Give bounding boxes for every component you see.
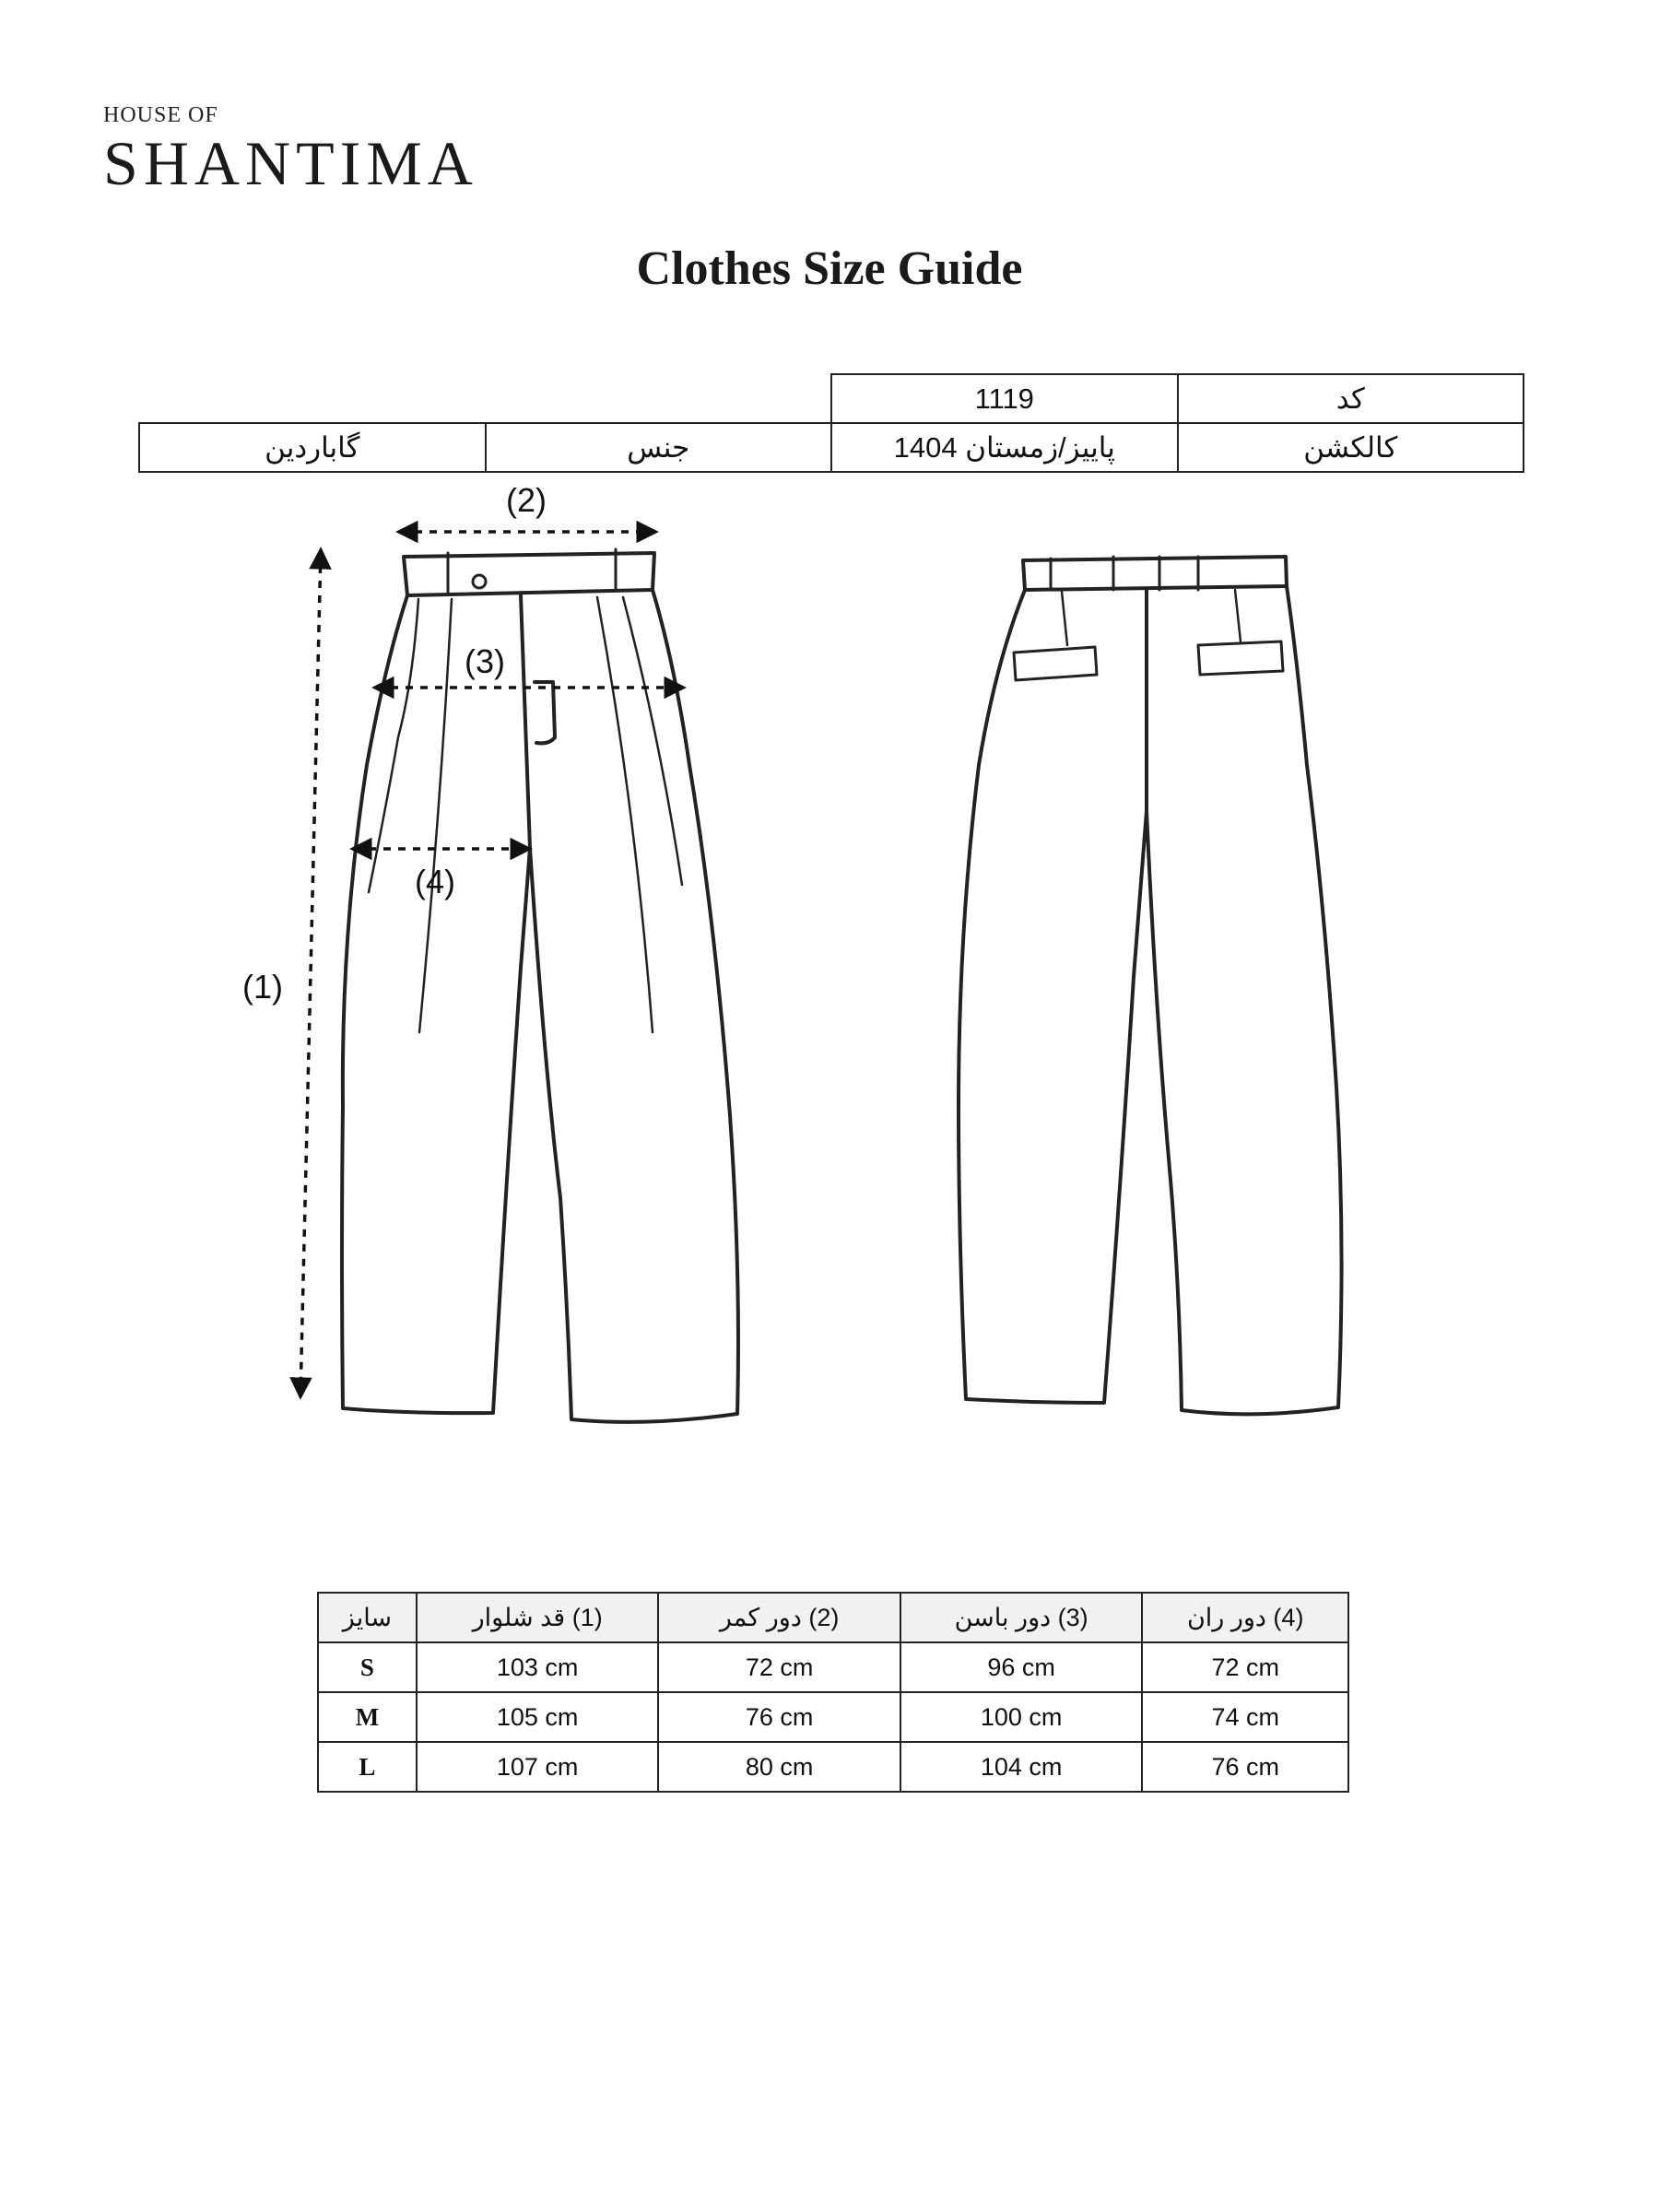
thigh-cell: 76 cm [1142, 1742, 1348, 1792]
header-waist: (2) دور کمر [658, 1593, 900, 1642]
hip-cell: 104 cm [900, 1742, 1143, 1792]
hip-cell: 100 cm [900, 1692, 1143, 1742]
size-cell: L [318, 1742, 417, 1792]
header-length: (1) قد شلوار [417, 1593, 659, 1642]
label-4: (4) [415, 863, 455, 900]
header-size: سایز [318, 1593, 417, 1642]
header-hip: (3) دور باسن [900, 1593, 1143, 1642]
arrow-length [300, 551, 321, 1395]
length-cell: 105 cm [417, 1692, 659, 1742]
collection-value: پاییز/زمستان 1404 [831, 423, 1178, 472]
button-icon [473, 575, 486, 588]
label-1: (1) [242, 968, 283, 1006]
waist-cell: 72 cm [658, 1642, 900, 1692]
length-cell: 107 cm [417, 1742, 659, 1792]
table-row [318, 1742, 1348, 1792]
material-label: جنس [486, 423, 832, 472]
pants-back-drawing [959, 557, 1342, 1414]
collection-label: کالکشن [1178, 423, 1524, 472]
size-cell: M [318, 1692, 417, 1742]
size-cell: S [318, 1642, 417, 1692]
code-value: 1119 [831, 374, 1178, 423]
hip-cell: 96 cm [900, 1642, 1143, 1692]
length-cell: 103 cm [417, 1642, 659, 1692]
code-label: کد [1178, 374, 1524, 423]
waist-cell: 80 cm [658, 1742, 900, 1792]
table-row [318, 1642, 1348, 1692]
label-3: (3) [465, 642, 505, 680]
size-table [317, 1592, 1349, 1793]
material-value: گاباردین [139, 423, 486, 472]
brand-name: SHANTIMA [103, 128, 478, 198]
thigh-cell: 74 cm [1142, 1692, 1348, 1742]
page-title: Clothes Size Guide [636, 242, 1023, 295]
brand-small: HOUSE OF [103, 103, 218, 127]
thigh-cell: 72 cm [1142, 1642, 1348, 1692]
size-table-header [318, 1593, 1348, 1642]
header-thigh: (4) دور ران [1142, 1593, 1348, 1642]
pants-front-drawing [342, 549, 738, 1422]
table-row [318, 1692, 1348, 1742]
waist-cell: 76 cm [658, 1692, 900, 1742]
label-2: (2) [506, 481, 547, 519]
